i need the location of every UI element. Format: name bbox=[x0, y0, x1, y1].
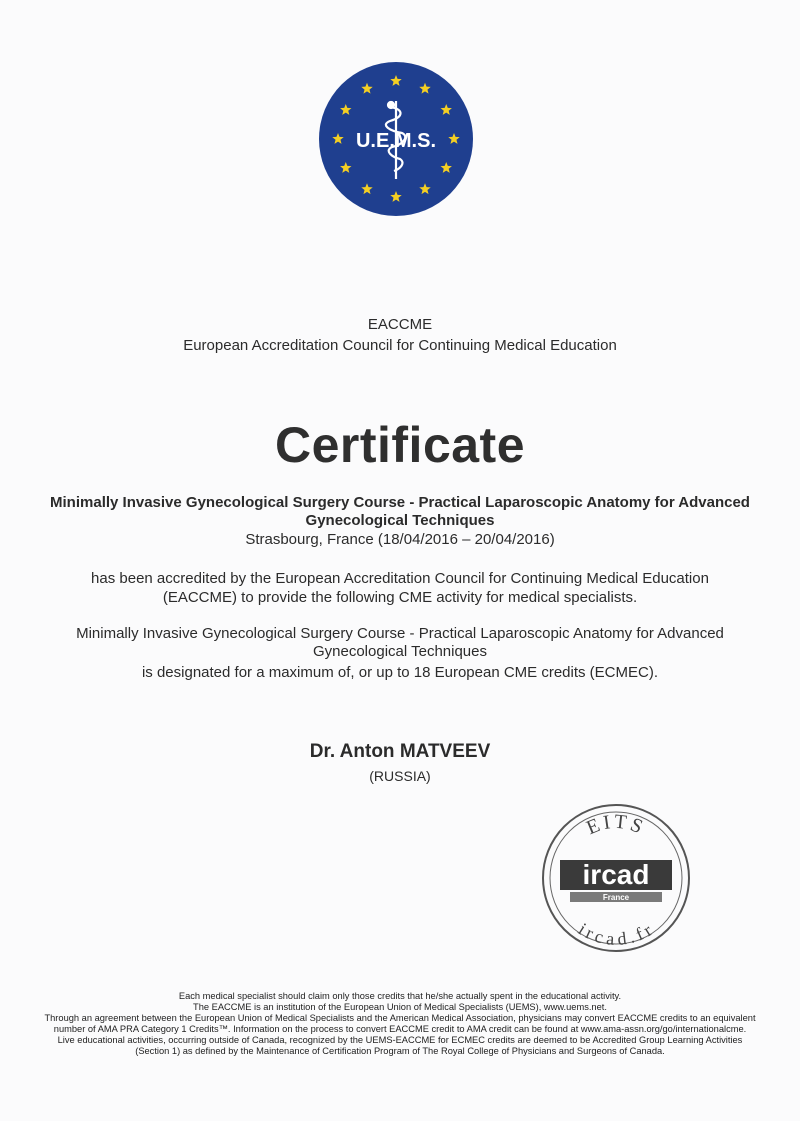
course-name: Minimally Invasive Gynecological Surgery Course - Practical Laparoscopic Anatomy for Advanced Gynecological Techniques bbox=[50, 494, 750, 529]
accreditation-statement: has been accredited by the European Accreditation Council for Continuing Medical Education (EACCME) to provide the following CME activity for medical specialists. bbox=[91, 570, 709, 606]
stamp-center-text: ircad bbox=[582, 859, 650, 890]
logo-text: U.E.M.S. bbox=[355, 130, 437, 152]
footer-line: Live educational activities, occurring outside of Canada, recognized by the UEMS-EACCME for ECMEC credits are deemed to be Accredited Group Learning Activities (Section 1) as defined by the Maintenance of Certification Program of The Royal College of Physicians and Surgeons of Canada. bbox=[57, 1035, 743, 1056]
stamp-sub-text: France bbox=[602, 893, 630, 902]
stamp-top-text: EITS bbox=[583, 810, 649, 840]
recipient-name: Dr. Anton MATVEEV bbox=[309, 741, 491, 762]
certificate-title: Certificate bbox=[274, 417, 526, 473]
course-location: Strasbourg, France (18/04/2016 – 20/04/2016) bbox=[245, 531, 555, 548]
recipient-country: (RUSSIA) bbox=[369, 768, 431, 784]
ircad-stamp bbox=[540, 802, 692, 954]
footer-line: Through an agreement between the European Union of Medical Specialists and the American Medical Association, physicians may convert EACCME credits to an equivalent number of AMA PRA Category 1 Credits™. Information on the process to convert EACCME credit to AMA credit can be found at www.ama-assn.org/go/internationalcme. bbox=[44, 1013, 756, 1034]
org-abbreviation: EACCME bbox=[367, 316, 433, 333]
org-name: European Accreditation Council for Continuing Medical Education bbox=[183, 337, 617, 354]
credits-statement: is designated for a maximum of, or up to 18 European CME credits (ECMEC). bbox=[141, 664, 659, 681]
footer-line: The EACCME is an institution of the European Union of Medical Specialists (UEMS), www.uems.net. bbox=[193, 1002, 607, 1012]
footer-line: Each medical specialist should claim only those credits that he/she actually spent in the educational activity. bbox=[178, 991, 622, 1001]
course-name-repeat: Minimally Invasive Gynecological Surgery Course - Practical Laparoscopic Anatomy for Advanced Gynecological Techniques bbox=[76, 625, 724, 660]
footer-notes bbox=[40, 991, 760, 1057]
stamp-bottom-text: ircad.fr bbox=[574, 918, 658, 949]
uems-logo bbox=[318, 61, 474, 217]
